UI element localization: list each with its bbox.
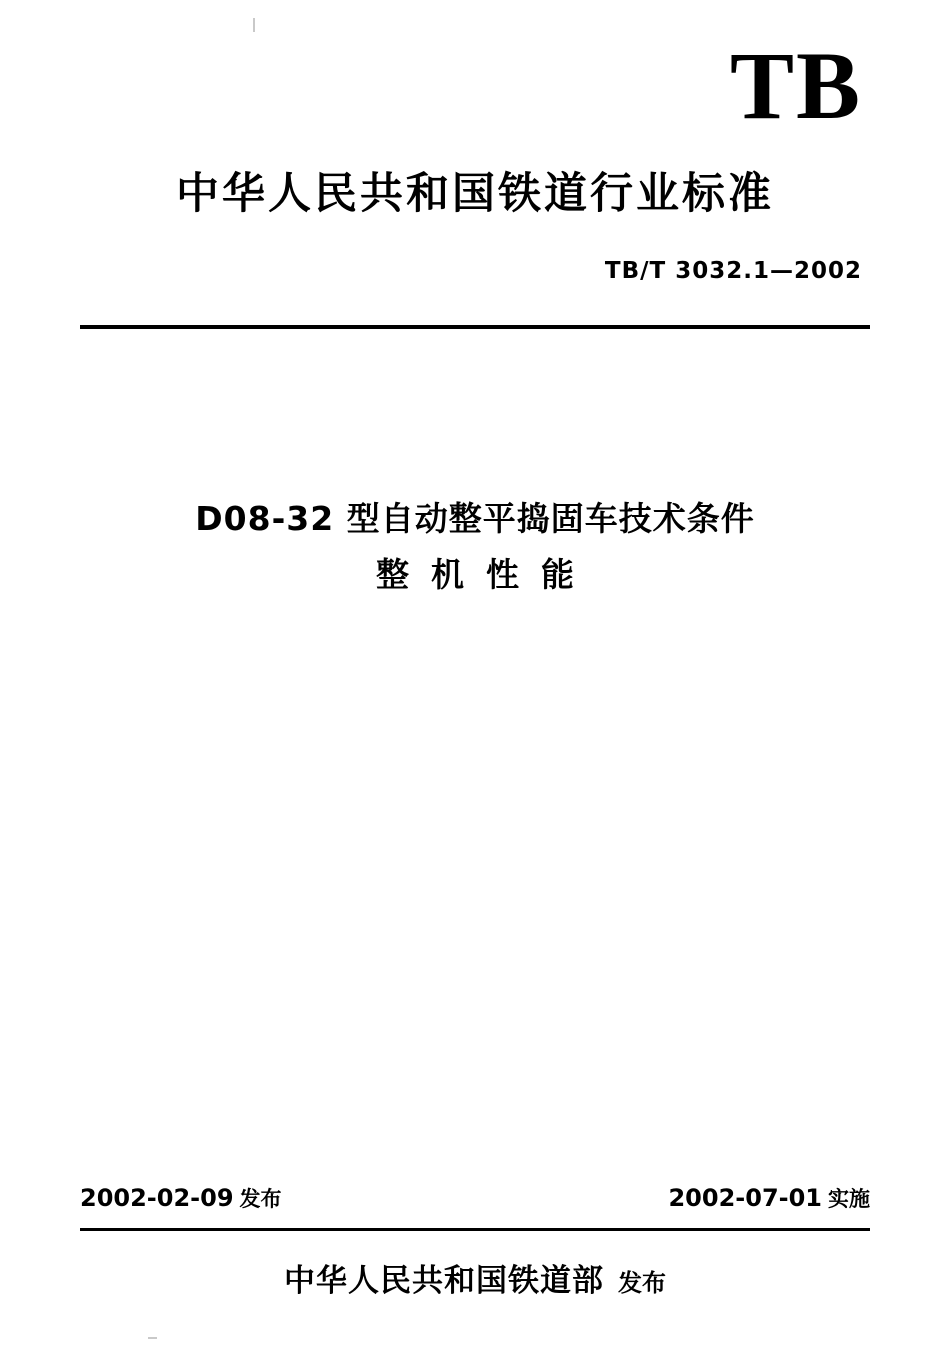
issue-date: 2002-02-09 — [80, 1184, 234, 1212]
standard-mark-tb: TB — [729, 32, 862, 139]
divider-bottom — [80, 1228, 870, 1231]
issuer-name: 中华人民共和国铁道部 — [284, 1263, 604, 1299]
issuer-verb: 发布 — [618, 1269, 666, 1297]
issue-date-label: 发布 — [239, 1187, 282, 1211]
document-title-line-2: 整机性能 — [376, 554, 596, 594]
document-title-line-1: D08-32 型自动整平捣固车技术条件 — [195, 499, 755, 538]
page-title: 中华人民共和国铁道行业标准 — [176, 169, 774, 219]
effective-date-label: 实施 — [828, 1187, 870, 1211]
effective-date: 2002-07-01 — [668, 1184, 822, 1212]
scan-artifact — [148, 1337, 157, 1339]
divider-top — [80, 325, 870, 329]
issuer-line — [0, 1255, 950, 1300]
document-title-block — [0, 495, 950, 599]
standard-number: TB/T 3032.1—2002 — [604, 258, 862, 284]
dates-row — [80, 1183, 870, 1213]
scan-artifact — [253, 18, 255, 32]
issue-date-group — [80, 1183, 282, 1213]
effective-date-group — [668, 1183, 870, 1213]
